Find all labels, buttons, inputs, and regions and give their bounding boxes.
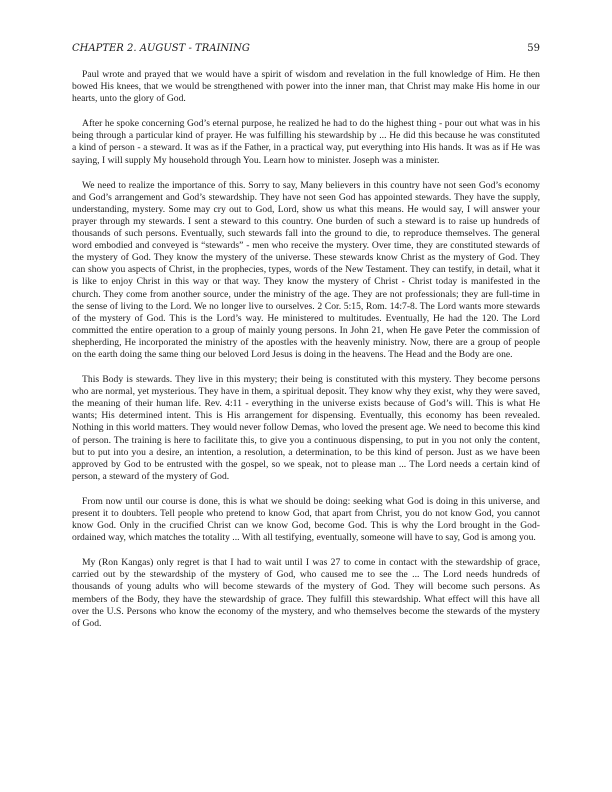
paragraph-3: We need to realize the importance of this. Sorry to say, Many believers in this country have not seen God’s economy and God’s arrangement and God’s stewardship. They have not seen God has appointed stewards. They have the supply, understanding, mystery. Some may cry out to God, Lord, show us what this means. He would say, I will answer your prayer through my stewards. I sent a steward to this country. One burden of such a steward is to raise up hundreds of thousands of such persons. Eventually, such stewards fall into the ground to die, to reproduce themselves. The general word embodied and conveyed is “stewards” - men who receive the mystery. Over time, they are constituted stewards of the mystery of God. They know the mystery of the universe. These stewards know Christ as the mystery of God. They can show you aspects of Christ, in the prophecies, types, words of the New Testament. They can testify, in detail, what it is like to enjoy Christ in this way or that way. They know the mystery of Christ - Christ today is manifested in the church. They come from another source, under the ministry of the age. They are not professionals; they are full-time in the sense of living to the Lord. We no longer live to ourselves. 2 Cor. 5:15, Rom. 14:7-8. The Lord wants more stewards of the mystery of God. This is the Lord’s way. He ministered to multitudes. Eventually, He had the 120. The Lord committed the entire operation to a group of mainly young persons. In John 21, when He gave Peter the commission of shepherding, He incorporated the ministry of the apostles with the heavenly ministry. Now, there are a group of people on the earth doing the same thing our beloved Lord Jesus is doing in the heavens. The Head and the Body are one. <box>72 179 540 360</box>
paragraph-5: From now until our course is done, this is what we should be doing: seeking what God is doing in this universe, and present it to doubters. Tell people who pretend to know God, that apart from Christ, you do not know God, you cannot know God. Only in the crucified Christ can we know God, become God. This is why the Lord brought in the God-ordained way, which matches the totality ... With all testifying, eventually, someone will have to say, God is among you. <box>72 495 540 544</box>
paragraph-6: My (Ron Kangas) only regret is that I had to wait until I was 27 to come in contact with the stewardship of grace, carried out by the stewardship of the mystery of God, who caused me to see the ... The Lord needs hundreds of thousands of young adults who will become stewards of the mystery of God. They will become such persons. As members of the Body, they have the stewardship of grace. They fulfill this stewardship. What effect will this have all over the U.S. Persons who know the economy of the mystery, and who themselves become the stewards of the mystery of God. <box>72 557 540 629</box>
page-number: 59 <box>527 43 540 54</box>
paragraph-1: Paul wrote and prayed that we would have a spirit of wisdom and revelation in the full knowledge of Him. He then bowed His knees, that we would be strengthened with power into the inner man, that Christ may make His home in our hearts, unto the glory of God. <box>72 69 540 105</box>
paragraph-4: This Body is stewards. They live in this mystery; their being is constituted with this mystery. They become persons who are normal, yet mysterious. They have in them, a spiritual deposit. They know why they exist, why they were saved, the meaning of their human life. Rev. 4:11 - everything in the universe exists because of God’s will. This is what He wants; His determined intent. This is His arrangement for dispensing. Eventually, this economy has been revealed. Nothing in this world matters. They would never follow Demas, who loved the present age. We need to become this kind of person. The training is here to facilitate this, to give you a continuous dispensing, to put in you not only the content, but to put into you a desire, an intention, a resolution, a determination, to be this kind of person. Just as we have been approved by God to be entrusted with the gospel, so we speak, not to please man ... The Lord needs a certain kind of person, a steward of the mystery of God. <box>72 374 540 482</box>
chapter-title: CHAPTER 2. AUGUST - TRAINING <box>72 43 250 54</box>
running-header <box>72 43 540 55</box>
document-page <box>72 43 540 643</box>
paragraph-2: After he spoke concerning God’s eternal purpose, he realized he had to do the highest thing - pour out what was in his being through a particular kind of prayer. He was fulfilling his stewardship by ... He did this because he was constituted a kind of person - a steward. It was as if the Father, in a practical way, put everything into His hands. It was as if He was saying, I will supply My household through You. Learn how to minister. Joseph was a minister. <box>72 118 540 166</box>
